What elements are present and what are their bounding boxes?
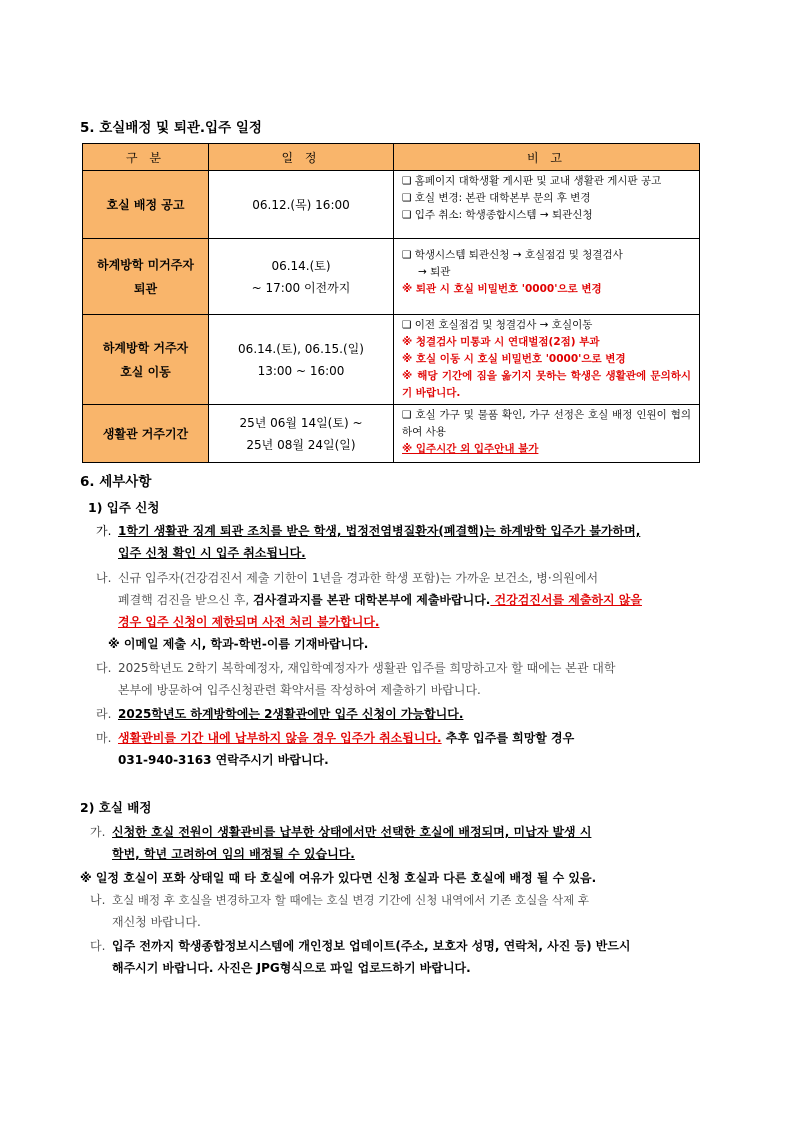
sub1-da-line2: 본부에 방문하여 입주신청관련 확약서를 작성하여 제출하기 바랍니다. [118,683,481,697]
table-row [83,239,700,315]
row-notes [394,405,700,463]
note-line: ※ 호실 이동 시 호실 비밀번호 '0000'으로 변경 [402,353,626,365]
date-line: 06.12.(목) 16:00 [252,197,350,212]
na-text: 폐결핵 검진을 받으신 후, [118,593,253,607]
row-date [209,171,394,239]
schedule-table [82,143,700,463]
sub1-na-line1: 신규 입주자(건강검진서 제출 기한이 1년을 경과한 학생 포함)는 가까운 보건소, 병·의원에서 [118,571,599,585]
category-line: 하계방학 거주자 [102,340,189,355]
date-line: 25년 08월 24일(일) [246,437,356,452]
item-label: 마. [96,731,112,745]
note-line: ※ 해당 기간에 짐을 옮기지 못하는 학생은 생활관에 문의하시기 바랍니다. [402,370,691,399]
row-category [83,171,209,239]
row-category [83,405,209,463]
sub1-na-note: ※ 이메일 제출 시, 학과-학번-이름 기재바랍니다. [108,637,369,651]
sub2-da-line2: 해주시기 바랍니다. 사진은 JPG형식으로 파일 업로드하기 바랍니다. [112,961,471,975]
note-line: ❑ 이전 호실점검 및 청결검사 → 호실이동 [402,319,593,331]
note-line: ※ 청결검사 미통과 시 연대벌점(2점) 부과 [402,336,600,348]
na-red-text: 건강검진서를 제출하지 않을 [490,593,642,607]
row-category [83,239,209,315]
note-line: ❑ 호실 변경: 본관 대학본부 문의 후 변경 [402,192,591,204]
sub2-ga-line2: 학번, 학년 고려하여 임의 배정될 수 있습니다. [112,847,355,861]
category-line: 호실 배정 공고 [106,197,185,212]
date-line: 06.14.(토) [271,258,331,273]
sub1-ga-line2: 입주 신청 확인 시 입주 취소됩니다. [118,546,306,560]
section5-title: 5. 호실배정 및 퇴관.입주 일정 [80,120,262,136]
sub2-na-line2: 재신청 바랍니다. [112,915,201,929]
table-header-row [83,144,700,171]
row-category [83,315,209,405]
row-notes [394,171,700,239]
item-label: 나. [90,893,106,907]
item-label: 가. [96,524,112,538]
row-notes [394,315,700,405]
header-notes: 비 고 [394,144,700,171]
note-line: ❑ 홈페이지 대학생활 게시판 및 교내 생활관 게시판 공고 [402,175,662,187]
sub2-da-line1: 입주 전까지 학생종합정보시스템에 개인정보 업데이트(주소, 보호자 성명, 연락처, 사진 등) 반드시 [112,939,631,953]
sub1-ra-line1: 2025학년도 하계방학에는 2생활관에만 입주 신청이 가능합니다. [118,707,464,721]
category-line: 생활관 거주기간 [102,426,189,441]
date-line: 25년 06월 14일(토) ~ [239,415,363,430]
header-category: 구 분 [83,144,209,171]
table-row [83,315,700,405]
sub1-na-line3: 경우 입주 신청이 제한되며 사전 처리 불가합니다. [118,615,380,629]
sub1-na-line2 [118,590,642,611]
category-line: 퇴관 [133,281,158,296]
category-line: 하계방학 미거주자 [97,257,194,272]
sub1-ma-line2: 031-940-3163 연락주시기 바랍니다. [118,753,329,767]
header-date: 일 정 [209,144,394,171]
row-date [209,239,394,315]
row-date [209,315,394,405]
note-line: ※ 퇴관 시 호실 비밀번호 '0000'으로 변경 [402,283,602,295]
date-line: 13:00 ~ 16:00 [257,363,345,378]
category-line: 호실 이동 [120,364,171,379]
row-date [209,405,394,463]
note-line: → 퇴관 [418,266,451,278]
sub1-title: 1) 입주 신청 [88,500,160,515]
item-label: 나. [96,571,112,585]
date-line: 06.14.(토), 06.15.(일) [238,341,364,356]
date-line: ~ 17:00 이전까지 [251,280,351,295]
table-row [83,171,700,239]
ma-bold-text: 추후 입주를 희망할 경우 [441,731,575,745]
note-line: ❑ 학생시스템 퇴관신청 → 호실점검 및 청결검사 [402,249,623,261]
ma-red-text: 생활관비를 기간 내에 납부하지 않을 경우 입주가 취소됩니다. [118,731,442,745]
note-line: ❑ 호실 가구 및 물품 확인, 가구 선정은 호실 배정 인원이 협의하여 사용 [402,409,691,438]
item-label: 가. [90,825,106,839]
sub2-na-line1: 호실 배정 후 호실을 변경하고자 할 때에는 호실 변경 기간에 신청 내역에서 기존 호실을 삭제 후 [112,893,589,907]
sub1-da-line1: 2025학년도 2학기 복학예정자, 재입학예정자가 생활관 입주를 희망하고자 할 때에는 본관 대학 [118,661,616,675]
item-label: 다. [96,661,112,675]
note-line: ❑ 입주 취소: 학생종합시스템 → 퇴관신청 [402,209,593,221]
item-label: 다. [90,939,106,953]
item-label: 라. [96,707,112,721]
row-notes [394,239,700,315]
table-row [83,405,700,463]
sub2-note: ※ 일정 호실이 포화 상태일 때 타 호실에 여유가 있다면 신청 호실과 다른 호실에 배정 될 수 있음. [80,871,597,885]
sub2-title: 2) 호실 배정 [80,800,152,815]
section6-title: 6. 세부사항 [80,474,152,490]
na-bold-text: 검사결과지를 본관 대학본부에 제출바랍니다. [253,593,491,607]
note-line: ※ 입주시간 외 입주안내 불가 [402,443,539,455]
sub1-ga-line1: 1학기 생활관 징계 퇴관 조치를 받은 학생, 법정전염병질환자(폐결핵)는 하계방학 입주가 불가하며, [118,524,641,538]
sub2-ga-line1: 신청한 호실 전원이 생활관비를 납부한 상태에서만 선택한 호실에 배정되며, 미납자 발생 시 [112,825,592,839]
sub1-ma-line1 [118,728,574,749]
